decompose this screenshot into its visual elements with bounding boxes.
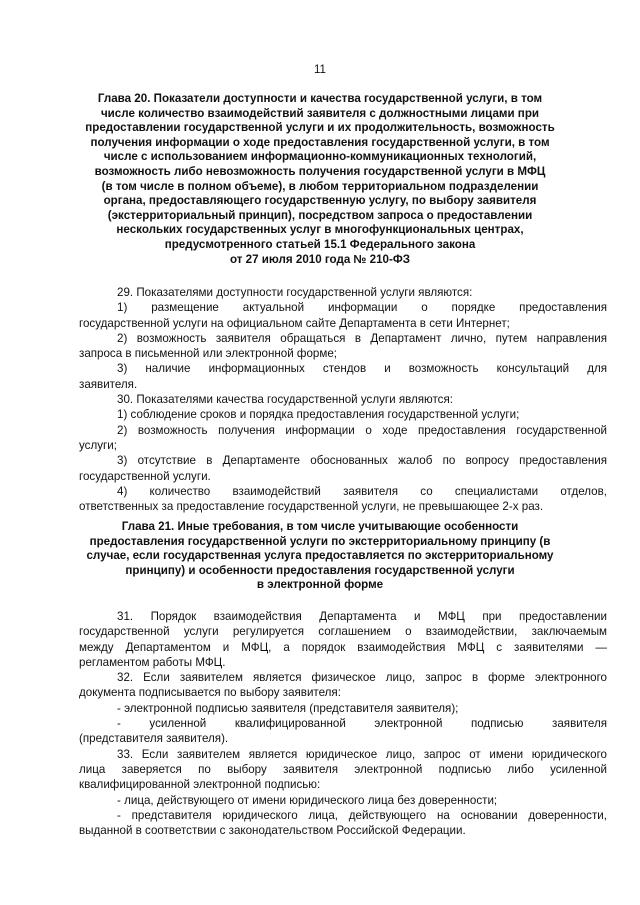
heading-line: нескольких государственных услуг в многофункциональных центрах, [116,223,524,237]
heading-line: числе с использованием информационно-коммуникационных технологий, [103,150,537,164]
paragraph-31-line: 31. Порядок взаимодействия Департамента и МФЦ при предоставлении [117,610,607,623]
paragraph-33-line: лица заверяется по выбору заявителя электронной подписью либо усиленной [79,762,607,776]
paragraph-33-line: 33. Если заявителем является юридическое лицо, запрос от имени юридического [117,747,607,761]
paragraph-32-line: 32. Если заявителем является физическое лицо, запрос в форме электронного [117,671,607,685]
list-item-line: - представителя юридического лица, действующего на основании доверенности, [117,808,607,822]
list-item-line: 3) отсутствие в Департаменте обоснованных жалоб по вопросу предоставления [117,454,607,468]
heading-line: получения информации о ходе предоставления государственной услуги, в том [90,135,550,149]
heading-line: принципу) и особенности предоставления государственной услуги [125,563,515,577]
list-item-line: государственной услуги на официальном сайте Департамента в сети Интернет; [79,316,510,330]
chapter-21-heading [74,520,566,593]
heading-line: случае, если государственная услуга предоставляется по экстерриториальному [86,549,554,563]
page-number: 11 [314,64,326,76]
chapter-20-heading [74,92,566,267]
list-item-line: - электронной подписью заявителя (представителя заявителя); [117,701,459,715]
list-item-line: (представителя заявителя). [79,732,229,746]
heading-line: числе количество взаимодействий заявителя с должностными лицами при [100,106,540,120]
list-item-line: - усиленной квалифицированной электронной подписью заявителя [117,717,607,731]
list-item-line: - лица, действующего от имени юридического лица без доверенности; [117,793,498,807]
heading-line: органа, предоставляющего государственную услугу, по выбору заявителя [103,194,537,208]
heading-line: от 27 июля 2010 года № 210-ФЗ [229,252,411,266]
heading-line: (в том числе в полном объеме), в любом территориальном подразделении [101,179,539,193]
list-item-line: услуги; [79,438,117,452]
paragraph-29-intro: 29. Показателями доступности государственной услуги являются: [117,286,473,299]
heading-line: в электронной форме [256,578,384,592]
list-item-line: 4) количество взаимодействий заявителя со специалистами отделов, [117,484,607,498]
heading-line: предусмотренного статьей 15.1 Федерального закона [164,237,476,251]
list-item-line: заявителя. [79,377,138,391]
heading-line: Глава 21. Иные требования, в том числе учитывающие особенности [121,520,519,533]
heading-line: Глава 20. Показатели доступности и качества государственной услуги, в том [97,92,543,105]
list-item-line: 3) наличие информационных стендов и возможность консультаций для [117,362,607,376]
list-item-line: 2) возможность заявителя обращаться в Департамент лично, путем направления [117,331,607,345]
paragraph-30-intro: 30. Показателями качества государственной услуги являются: [117,393,453,407]
list-item-line: 1) соблюдение сроков и порядка предоставления государственной услуги; [117,408,520,422]
list-item-line: государственной услуги. [79,469,211,483]
heading-line: предоставлении государственной услуги и их продолжительность, возможность [85,121,555,135]
list-item-line: ответственных за предоставление государственной услуги, не превышающее 2-х раз. [79,500,544,514]
paragraph-32-line: документа подписывается по выбору заявителя: [79,686,341,700]
list-item-line: выданной в соответствии с законодательством Российской Федерации. [79,824,466,838]
chapter-21-body [79,609,607,838]
list-item-line: запроса в письменной или электронной форме; [79,347,337,361]
heading-line: возможность либо невозможность получения государственной услуги в МФЦ [94,164,546,178]
paragraph-33-line: квалифицированной электронной подписью: [79,778,321,792]
list-item-line: 2) возможность получения информации о ходе предоставления государственной [117,423,607,437]
paragraph-31-line: государственной услуги регулируется соглашением о взаимодействии, заключаемым [79,625,607,639]
heading-line: предоставления государственной услуги по экстерриториальному принципу (в [89,534,551,548]
paragraph-31-line: регламентом работы МФЦ. [79,655,226,669]
chapter-20-body [79,285,607,514]
list-item-line: 1) размещение актуальной информации о порядке предоставления [117,301,607,315]
heading-line: (экстерриториальный принцип), посредством запроса о предоставлении [107,208,533,222]
paragraph-31-line: между Департаментом и МФЦ, а порядок взаимодействия МФЦ с заявителями — [79,640,607,654]
